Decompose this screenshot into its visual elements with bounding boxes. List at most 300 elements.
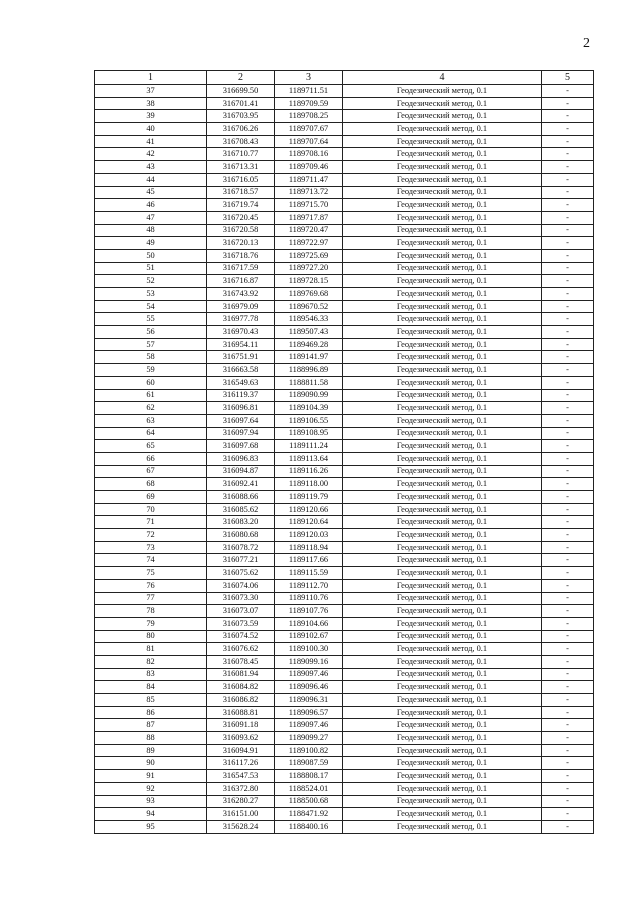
- cell-method-accuracy: Геодезический метод, 0.1: [343, 148, 542, 161]
- table-row: [95, 427, 594, 440]
- cell-y-coordinate: 1189717.87: [275, 211, 343, 224]
- cell-point-number: 38: [95, 97, 207, 110]
- cell-x-coordinate: 316970.43: [207, 326, 275, 339]
- cell-y-coordinate: 1189711.47: [275, 173, 343, 186]
- cell-point-number: 47: [95, 211, 207, 224]
- cell-point-number: 42: [95, 148, 207, 161]
- cell-method-accuracy: Геодезический метод, 0.1: [343, 491, 542, 504]
- cell-point-number: 86: [95, 706, 207, 719]
- cell-y-coordinate: 1189507.43: [275, 326, 343, 339]
- header-cell-4: 4: [343, 71, 542, 85]
- cell-point-number: 95: [95, 820, 207, 833]
- cell-point-number: 94: [95, 808, 207, 821]
- cell-method-accuracy: Геодезический метод, 0.1: [343, 770, 542, 783]
- cell-y-coordinate: 1189100.82: [275, 744, 343, 757]
- cell-y-coordinate: 1189727.20: [275, 262, 343, 275]
- table-row: [95, 288, 594, 301]
- cell-method-accuracy: Геодезический метод, 0.1: [343, 249, 542, 262]
- cell-x-coordinate: 316547.53: [207, 770, 275, 783]
- cell-note: -: [542, 491, 594, 504]
- cell-method-accuracy: Геодезический метод, 0.1: [343, 516, 542, 529]
- table-row: [95, 491, 594, 504]
- table-row: [95, 808, 594, 821]
- cell-note: -: [542, 110, 594, 123]
- cell-x-coordinate: 316710.77: [207, 148, 275, 161]
- cell-point-number: 75: [95, 567, 207, 580]
- cell-y-coordinate: 1189720.47: [275, 224, 343, 237]
- cell-x-coordinate: 316701.41: [207, 97, 275, 110]
- cell-method-accuracy: Геодезический метод, 0.1: [343, 300, 542, 313]
- table-row: [95, 668, 594, 681]
- table-row: [95, 173, 594, 186]
- cell-y-coordinate: 1188808.17: [275, 770, 343, 783]
- cell-y-coordinate: 1189725.69: [275, 249, 343, 262]
- cell-method-accuracy: Геодезический метод, 0.1: [343, 795, 542, 808]
- cell-point-number: 80: [95, 630, 207, 643]
- cell-note: -: [542, 516, 594, 529]
- table-row: [95, 211, 594, 224]
- cell-note: -: [542, 770, 594, 783]
- cell-note: -: [542, 617, 594, 630]
- cell-note: -: [542, 820, 594, 833]
- cell-x-coordinate: 316094.87: [207, 465, 275, 478]
- cell-method-accuracy: Геодезический метод, 0.1: [343, 719, 542, 732]
- table-row: [95, 503, 594, 516]
- table-row: [95, 554, 594, 567]
- cell-point-number: 78: [95, 605, 207, 618]
- cell-x-coordinate: 316549.63: [207, 376, 275, 389]
- cell-point-number: 55: [95, 313, 207, 326]
- table-row: [95, 440, 594, 453]
- cell-point-number: 73: [95, 541, 207, 554]
- cell-y-coordinate: 1189713.72: [275, 186, 343, 199]
- cell-point-number: 87: [95, 719, 207, 732]
- cell-x-coordinate: 316743.92: [207, 288, 275, 301]
- table-row: [95, 782, 594, 795]
- cell-y-coordinate: 1189111.24: [275, 440, 343, 453]
- cell-x-coordinate: 316954.11: [207, 338, 275, 351]
- cell-note: -: [542, 630, 594, 643]
- cell-method-accuracy: Геодезический метод, 0.1: [343, 541, 542, 554]
- cell-x-coordinate: 316720.58: [207, 224, 275, 237]
- cell-x-coordinate: 316097.94: [207, 427, 275, 440]
- cell-x-coordinate: 316720.13: [207, 237, 275, 250]
- table-row: [95, 452, 594, 465]
- cell-note: -: [542, 211, 594, 224]
- cell-note: -: [542, 529, 594, 542]
- table-row: [95, 617, 594, 630]
- cell-y-coordinate: 1189119.79: [275, 491, 343, 504]
- cell-x-coordinate: 316718.57: [207, 186, 275, 199]
- cell-x-coordinate: 316751.91: [207, 351, 275, 364]
- cell-x-coordinate: 316081.94: [207, 668, 275, 681]
- cell-point-number: 56: [95, 326, 207, 339]
- cell-x-coordinate: 316117.26: [207, 757, 275, 770]
- cell-x-coordinate: 316093.62: [207, 732, 275, 745]
- cell-note: -: [542, 732, 594, 745]
- cell-x-coordinate: 316699.50: [207, 85, 275, 98]
- cell-method-accuracy: Геодезический метод, 0.1: [343, 173, 542, 186]
- table-row: [95, 135, 594, 148]
- cell-point-number: 57: [95, 338, 207, 351]
- cell-note: -: [542, 186, 594, 199]
- table-row: [95, 110, 594, 123]
- cell-point-number: 68: [95, 478, 207, 491]
- cell-x-coordinate: 316977.78: [207, 313, 275, 326]
- cell-method-accuracy: Геодезический метод, 0.1: [343, 199, 542, 212]
- cell-note: -: [542, 224, 594, 237]
- cell-method-accuracy: Геодезический метод, 0.1: [343, 275, 542, 288]
- cell-x-coordinate: 316075.62: [207, 567, 275, 580]
- cell-method-accuracy: Геодезический метод, 0.1: [343, 706, 542, 719]
- cell-y-coordinate: 1189104.66: [275, 617, 343, 630]
- cell-note: -: [542, 655, 594, 668]
- cell-note: -: [542, 300, 594, 313]
- cell-point-number: 85: [95, 694, 207, 707]
- cell-y-coordinate: 1189099.27: [275, 732, 343, 745]
- cell-point-number: 88: [95, 732, 207, 745]
- cell-x-coordinate: 316716.87: [207, 275, 275, 288]
- cell-note: -: [542, 237, 594, 250]
- cell-method-accuracy: Геодезический метод, 0.1: [343, 427, 542, 440]
- cell-note: -: [542, 719, 594, 732]
- table-row: [95, 389, 594, 402]
- cell-y-coordinate: 1189728.15: [275, 275, 343, 288]
- cell-note: -: [542, 681, 594, 694]
- cell-point-number: 44: [95, 173, 207, 186]
- cell-y-coordinate: 1189115.59: [275, 567, 343, 580]
- table-row: [95, 338, 594, 351]
- cell-y-coordinate: 1189141.97: [275, 351, 343, 364]
- cell-note: -: [542, 85, 594, 98]
- cell-y-coordinate: 1189709.59: [275, 97, 343, 110]
- cell-y-coordinate: 1189106.55: [275, 414, 343, 427]
- cell-point-number: 53: [95, 288, 207, 301]
- cell-note: -: [542, 427, 594, 440]
- table-row: [95, 529, 594, 542]
- cell-x-coordinate: 316091.18: [207, 719, 275, 732]
- cell-method-accuracy: Геодезический метод, 0.1: [343, 630, 542, 643]
- table-row: [95, 224, 594, 237]
- cell-x-coordinate: 316080.68: [207, 529, 275, 542]
- cell-x-coordinate: 316713.31: [207, 161, 275, 174]
- cell-note: -: [542, 288, 594, 301]
- cell-y-coordinate: 1189100.30: [275, 643, 343, 656]
- cell-point-number: 82: [95, 655, 207, 668]
- cell-x-coordinate: 316083.20: [207, 516, 275, 529]
- cell-method-accuracy: Геодезический метод, 0.1: [343, 478, 542, 491]
- cell-note: -: [542, 275, 594, 288]
- cell-method-accuracy: Геодезический метод, 0.1: [343, 338, 542, 351]
- cell-method-accuracy: Геодезический метод, 0.1: [343, 110, 542, 123]
- cell-method-accuracy: Геодезический метод, 0.1: [343, 694, 542, 707]
- cell-x-coordinate: 316716.05: [207, 173, 275, 186]
- cell-note: -: [542, 706, 594, 719]
- cell-point-number: 72: [95, 529, 207, 542]
- cell-note: -: [542, 567, 594, 580]
- cell-note: -: [542, 465, 594, 478]
- cell-method-accuracy: Геодезический метод, 0.1: [343, 744, 542, 757]
- table-body: [95, 71, 594, 834]
- table-row: [95, 313, 594, 326]
- table-row: [95, 655, 594, 668]
- cell-point-number: 76: [95, 579, 207, 592]
- cell-method-accuracy: Геодезический метод, 0.1: [343, 288, 542, 301]
- cell-point-number: 84: [95, 681, 207, 694]
- table-row: [95, 351, 594, 364]
- cell-y-coordinate: 1189715.70: [275, 199, 343, 212]
- cell-y-coordinate: 1189099.16: [275, 655, 343, 668]
- cell-y-coordinate: 1189090.99: [275, 389, 343, 402]
- cell-y-coordinate: 1189102.67: [275, 630, 343, 643]
- cell-x-coordinate: 316096.81: [207, 402, 275, 415]
- cell-point-number: 63: [95, 414, 207, 427]
- cell-x-coordinate: 316073.30: [207, 592, 275, 605]
- cell-method-accuracy: Геодезический метод, 0.1: [343, 465, 542, 478]
- cell-note: -: [542, 808, 594, 821]
- table-row: [95, 414, 594, 427]
- cell-method-accuracy: Геодезический метод, 0.1: [343, 313, 542, 326]
- cell-x-coordinate: 316078.45: [207, 655, 275, 668]
- table-row: [95, 795, 594, 808]
- cell-x-coordinate: 316077.21: [207, 554, 275, 567]
- cell-x-coordinate: 316076.62: [207, 643, 275, 656]
- cell-note: -: [542, 376, 594, 389]
- cell-y-coordinate: 1189120.66: [275, 503, 343, 516]
- cell-y-coordinate: 1189709.46: [275, 161, 343, 174]
- cell-x-coordinate: 315628.24: [207, 820, 275, 833]
- cell-note: -: [542, 148, 594, 161]
- cell-note: -: [542, 173, 594, 186]
- cell-method-accuracy: Геодезический метод, 0.1: [343, 389, 542, 402]
- cell-point-number: 59: [95, 364, 207, 377]
- cell-method-accuracy: Геодезический метод, 0.1: [343, 529, 542, 542]
- table-row: [95, 592, 594, 605]
- cell-y-coordinate: 1189118.94: [275, 541, 343, 554]
- cell-y-coordinate: 1189107.76: [275, 605, 343, 618]
- cell-note: -: [542, 579, 594, 592]
- cell-note: -: [542, 249, 594, 262]
- cell-x-coordinate: 316979.09: [207, 300, 275, 313]
- cell-point-number: 37: [95, 85, 207, 98]
- cell-y-coordinate: 1189097.46: [275, 668, 343, 681]
- table-row: [95, 643, 594, 656]
- cell-note: -: [542, 326, 594, 339]
- cell-note: -: [542, 744, 594, 757]
- cell-x-coordinate: 316078.72: [207, 541, 275, 554]
- cell-x-coordinate: 316372.80: [207, 782, 275, 795]
- cell-note: -: [542, 389, 594, 402]
- cell-point-number: 45: [95, 186, 207, 199]
- cell-point-number: 51: [95, 262, 207, 275]
- cell-y-coordinate: 1189707.67: [275, 123, 343, 136]
- cell-y-coordinate: 1189097.46: [275, 719, 343, 732]
- cell-note: -: [542, 795, 594, 808]
- cell-method-accuracy: Геодезический метод, 0.1: [343, 820, 542, 833]
- cell-point-number: 71: [95, 516, 207, 529]
- table-row: [95, 237, 594, 250]
- cell-y-coordinate: 1189120.03: [275, 529, 343, 542]
- cell-method-accuracy: Геодезический метод, 0.1: [343, 440, 542, 453]
- cell-y-coordinate: 1189108.95: [275, 427, 343, 440]
- table-row: [95, 732, 594, 745]
- cell-y-coordinate: 1189104.39: [275, 402, 343, 415]
- cell-note: -: [542, 338, 594, 351]
- cell-point-number: 83: [95, 668, 207, 681]
- cell-y-coordinate: 1188524.01: [275, 782, 343, 795]
- cell-x-coordinate: 316073.59: [207, 617, 275, 630]
- cell-x-coordinate: 316663.58: [207, 364, 275, 377]
- cell-x-coordinate: 316280.27: [207, 795, 275, 808]
- header-cell-1: 1: [95, 71, 207, 85]
- cell-y-coordinate: 1189722.97: [275, 237, 343, 250]
- cell-point-number: 90: [95, 757, 207, 770]
- table-row: [95, 770, 594, 783]
- table-row: [95, 402, 594, 415]
- cell-note: -: [542, 313, 594, 326]
- cell-x-coordinate: 316096.83: [207, 452, 275, 465]
- table-row: [95, 465, 594, 478]
- table-row: [95, 364, 594, 377]
- cell-y-coordinate: 1189096.46: [275, 681, 343, 694]
- cell-point-number: 92: [95, 782, 207, 795]
- table-row: [95, 516, 594, 529]
- header-cell-3: 3: [275, 71, 343, 85]
- cell-y-coordinate: 1189096.57: [275, 706, 343, 719]
- cell-x-coordinate: 316074.06: [207, 579, 275, 592]
- cell-point-number: 60: [95, 376, 207, 389]
- table-row: [95, 326, 594, 339]
- cell-point-number: 66: [95, 452, 207, 465]
- cell-method-accuracy: Геодезический метод, 0.1: [343, 617, 542, 630]
- cell-method-accuracy: Геодезический метод, 0.1: [343, 808, 542, 821]
- table-row: [95, 85, 594, 98]
- cell-point-number: 81: [95, 643, 207, 656]
- cell-x-coordinate: 316097.68: [207, 440, 275, 453]
- cell-point-number: 77: [95, 592, 207, 605]
- cell-x-coordinate: 316718.76: [207, 249, 275, 262]
- cell-y-coordinate: 1189112.70: [275, 579, 343, 592]
- cell-note: -: [542, 199, 594, 212]
- cell-note: -: [542, 605, 594, 618]
- cell-method-accuracy: Геодезический метод, 0.1: [343, 681, 542, 694]
- cell-point-number: 91: [95, 770, 207, 783]
- cell-note: -: [542, 161, 594, 174]
- cell-note: -: [542, 123, 594, 136]
- cell-x-coordinate: 316088.66: [207, 491, 275, 504]
- table-row: [95, 478, 594, 491]
- cell-method-accuracy: Геодезический метод, 0.1: [343, 85, 542, 98]
- cell-point-number: 65: [95, 440, 207, 453]
- cell-x-coordinate: 316720.45: [207, 211, 275, 224]
- cell-note: -: [542, 757, 594, 770]
- page-number: 2: [583, 36, 590, 51]
- table-row: [95, 630, 594, 643]
- cell-note: -: [542, 478, 594, 491]
- cell-method-accuracy: Геодезический метод, 0.1: [343, 135, 542, 148]
- cell-y-coordinate: 1188471.92: [275, 808, 343, 821]
- table-row: [95, 376, 594, 389]
- cell-point-number: 79: [95, 617, 207, 630]
- cell-x-coordinate: 316094.91: [207, 744, 275, 757]
- table-row: [95, 706, 594, 719]
- cell-y-coordinate: 1189113.64: [275, 452, 343, 465]
- cell-method-accuracy: Геодезический метод, 0.1: [343, 351, 542, 364]
- cell-method-accuracy: Геодезический метод, 0.1: [343, 123, 542, 136]
- cell-method-accuracy: Геодезический метод, 0.1: [343, 668, 542, 681]
- table-row: [95, 744, 594, 757]
- cell-method-accuracy: Геодезический метод, 0.1: [343, 452, 542, 465]
- cell-note: -: [542, 452, 594, 465]
- table-row: [95, 757, 594, 770]
- cell-point-number: 62: [95, 402, 207, 415]
- cell-point-number: 46: [95, 199, 207, 212]
- cell-x-coordinate: 316151.00: [207, 808, 275, 821]
- cell-y-coordinate: 1189711.51: [275, 85, 343, 98]
- cell-method-accuracy: Геодезический метод, 0.1: [343, 732, 542, 745]
- cell-method-accuracy: Геодезический метод, 0.1: [343, 97, 542, 110]
- cell-method-accuracy: Геодезический метод, 0.1: [343, 554, 542, 567]
- coordinates-table: [94, 70, 594, 834]
- cell-x-coordinate: 316073.07: [207, 605, 275, 618]
- cell-method-accuracy: Геодезический метод, 0.1: [343, 364, 542, 377]
- table-row: [95, 567, 594, 580]
- cell-x-coordinate: 316085.62: [207, 503, 275, 516]
- cell-point-number: 74: [95, 554, 207, 567]
- cell-method-accuracy: Геодезический метод, 0.1: [343, 326, 542, 339]
- header-cell-2: 2: [207, 71, 275, 85]
- cell-note: -: [542, 262, 594, 275]
- table-row: [95, 694, 594, 707]
- cell-note: -: [542, 440, 594, 453]
- cell-note: -: [542, 503, 594, 516]
- table-row: [95, 541, 594, 554]
- cell-note: -: [542, 402, 594, 415]
- cell-method-accuracy: Геодезический метод, 0.1: [343, 592, 542, 605]
- cell-note: -: [542, 364, 594, 377]
- cell-method-accuracy: Геодезический метод, 0.1: [343, 503, 542, 516]
- cell-point-number: 48: [95, 224, 207, 237]
- cell-point-number: 40: [95, 123, 207, 136]
- table-row: [95, 262, 594, 275]
- cell-point-number: 49: [95, 237, 207, 250]
- cell-point-number: 58: [95, 351, 207, 364]
- cell-method-accuracy: Геодезический метод, 0.1: [343, 579, 542, 592]
- cell-point-number: 67: [95, 465, 207, 478]
- cell-note: -: [542, 694, 594, 707]
- cell-point-number: 61: [95, 389, 207, 402]
- cell-x-coordinate: 316092.41: [207, 478, 275, 491]
- cell-note: -: [542, 135, 594, 148]
- cell-note: -: [542, 782, 594, 795]
- cell-y-coordinate: 1188996.89: [275, 364, 343, 377]
- cell-x-coordinate: 316097.64: [207, 414, 275, 427]
- cell-method-accuracy: Геодезический метод, 0.1: [343, 186, 542, 199]
- cell-y-coordinate: 1188500.68: [275, 795, 343, 808]
- table-row: [95, 820, 594, 833]
- cell-method-accuracy: Геодезический метод, 0.1: [343, 161, 542, 174]
- cell-y-coordinate: 1189096.31: [275, 694, 343, 707]
- table-row: [95, 579, 594, 592]
- cell-note: -: [542, 592, 594, 605]
- cell-note: -: [542, 541, 594, 554]
- cell-point-number: 41: [95, 135, 207, 148]
- cell-note: -: [542, 414, 594, 427]
- cell-note: -: [542, 97, 594, 110]
- table-row: [95, 719, 594, 732]
- cell-note: -: [542, 351, 594, 364]
- cell-x-coordinate: 316119.37: [207, 389, 275, 402]
